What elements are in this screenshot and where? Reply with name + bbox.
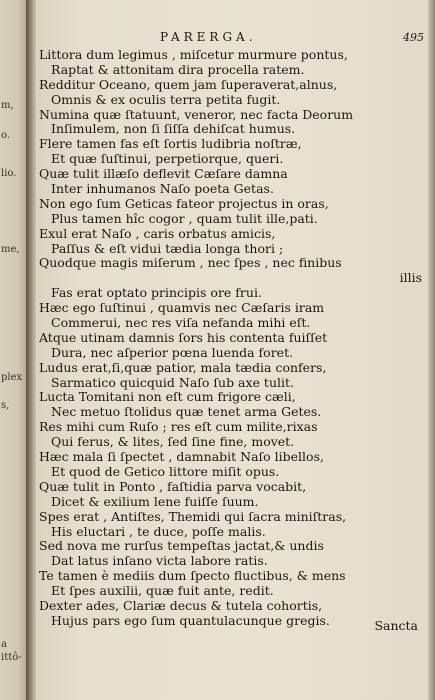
facing-page-fragment: o. — [1, 130, 11, 141]
catchword: Sancta — [374, 618, 418, 633]
facing-page-edge — [0, 0, 26, 700]
facing-page-fragment: m, — [1, 100, 14, 111]
verse-line: Atque utinam damnis ſors his contenta fuiſſet — [39, 329, 328, 345]
verse-line: Hæc ego ſuſtinui , quamvis nec Cæſaris iram — [39, 300, 325, 316]
verse-line: Inter inhumanos Naſo poeta Getas. — [51, 181, 274, 197]
verse-line: Hujus pars ego ſum quantulacunque gregis. — [51, 612, 330, 628]
verse-line: Sed nova me rurſus tempeſtas jactat,& undis — [39, 538, 324, 554]
verse-line: Paſſus & eſt vidui tædia longa thori ; — [51, 240, 284, 256]
verse-line: Dura, nec aſperior pœna luenda foret. — [51, 344, 294, 360]
verse-line: Commerui, nec res viſa nefanda mihi eſt. — [51, 315, 311, 331]
facing-page-fragment: s, — [1, 400, 10, 411]
verse-line: Spes erat , Antiſtes, Themidi qui ſacra miniſtras, — [39, 508, 347, 524]
verse-line: Plus tamen hîc cogor , quam tulit ille,pati. — [51, 210, 318, 226]
verse-line: Res mihi cum Ruſo ; res eſt cum milite,rixas — [39, 419, 318, 435]
verse-line: Hæc mala ſi ſpectet , damnabit Naſo libellos, — [39, 449, 324, 465]
verse-line: Quodque magis miſerum , nec ſpes , nec finibus — [39, 255, 342, 271]
verse-line: Non ego ſum Geticas fateor projectus in oras, — [39, 195, 329, 211]
verse-line: Littora dum legimus , miſcetur murmure pontus, — [39, 47, 348, 62]
verse-line: Quæ tulit illæſo deflevit Cæſare damna — [39, 166, 288, 182]
verse-line: Exul erat Naſo , caris orbatus amicis, — [39, 225, 276, 241]
book-page — [36, 0, 428, 700]
verse-line: Redditur Oceano, quem jam ſuperaverat,alnus, — [39, 76, 338, 92]
facing-page-fragment: a — [1, 639, 7, 650]
verse-line: Et quod de Getico littore miſit opus. — [51, 463, 280, 479]
verse-line: Et quæ ſuſtinui, perpetiorque, queri. — [51, 151, 284, 167]
verse-line: Lucta Tomitani non eſt cum frigore cæli, — [39, 389, 296, 405]
verse-line: Raptat & attonitam dira procella ratem. — [51, 61, 305, 77]
verse-line: His eluctari , te duce, poſſe malis. — [51, 523, 266, 539]
page-edge — [428, 0, 435, 700]
facing-page-fragment: ittô- — [1, 652, 22, 663]
book-gutter — [26, 0, 36, 700]
verse-line: Flere tamen fas eſt ſortis ludibria noſtræ, — [39, 136, 302, 152]
page-header — [36, 30, 428, 46]
poem-text — [36, 48, 428, 629]
verse-line: Qui ferus, & lites, ſed ſine fine, movet. — [51, 434, 295, 450]
verse-line: Dat latus inſano victa labore ratis. — [51, 553, 268, 569]
verse-line: illis — [399, 270, 422, 286]
facing-page-fragment: lio. — [1, 168, 17, 179]
verse-line: Te tamen è mediis dum ſpecto fluctibus, & mens — [39, 568, 346, 584]
verse-line: Inſimulem, non ſi ſiſſa dehiſcat humus. — [51, 121, 296, 137]
verse-line: Et ſpes auxilii, quæ fuit ante, redit. — [51, 583, 274, 599]
verse-line: Numina quæ ſtatuunt, veneror, nec facta Deorum — [39, 106, 354, 122]
verse-line: Sarmatico quicquid Naſo ſub axe tulit. — [51, 374, 294, 390]
facing-page-fragment: me, — [1, 244, 20, 255]
verse-line: Quæ tulit in Ponto , faſtidia parva vocabit, — [39, 478, 307, 494]
verse-line: Dicet & exilium lene fuiſſe ſuum. — [51, 493, 259, 509]
verse-line: Nec metuo ſtolidus quæ tenet arma Getes. — [51, 404, 322, 420]
facing-page-fragment: plex — [1, 372, 23, 383]
verse-line: Omnis & ex oculis terra petita fugit. — [51, 91, 281, 107]
verse-line: Ludus erat,ſi,quæ patior, mala tædia confers, — [39, 359, 327, 375]
verse-line: Fas erat optato principis ore frui. — [51, 285, 262, 301]
verse-line: Dexter ades, Clariæ decus & tutela cohortis, — [39, 597, 323, 613]
page-number: 495 — [403, 31, 424, 44]
running-head: PARERGA. — [160, 30, 257, 44]
